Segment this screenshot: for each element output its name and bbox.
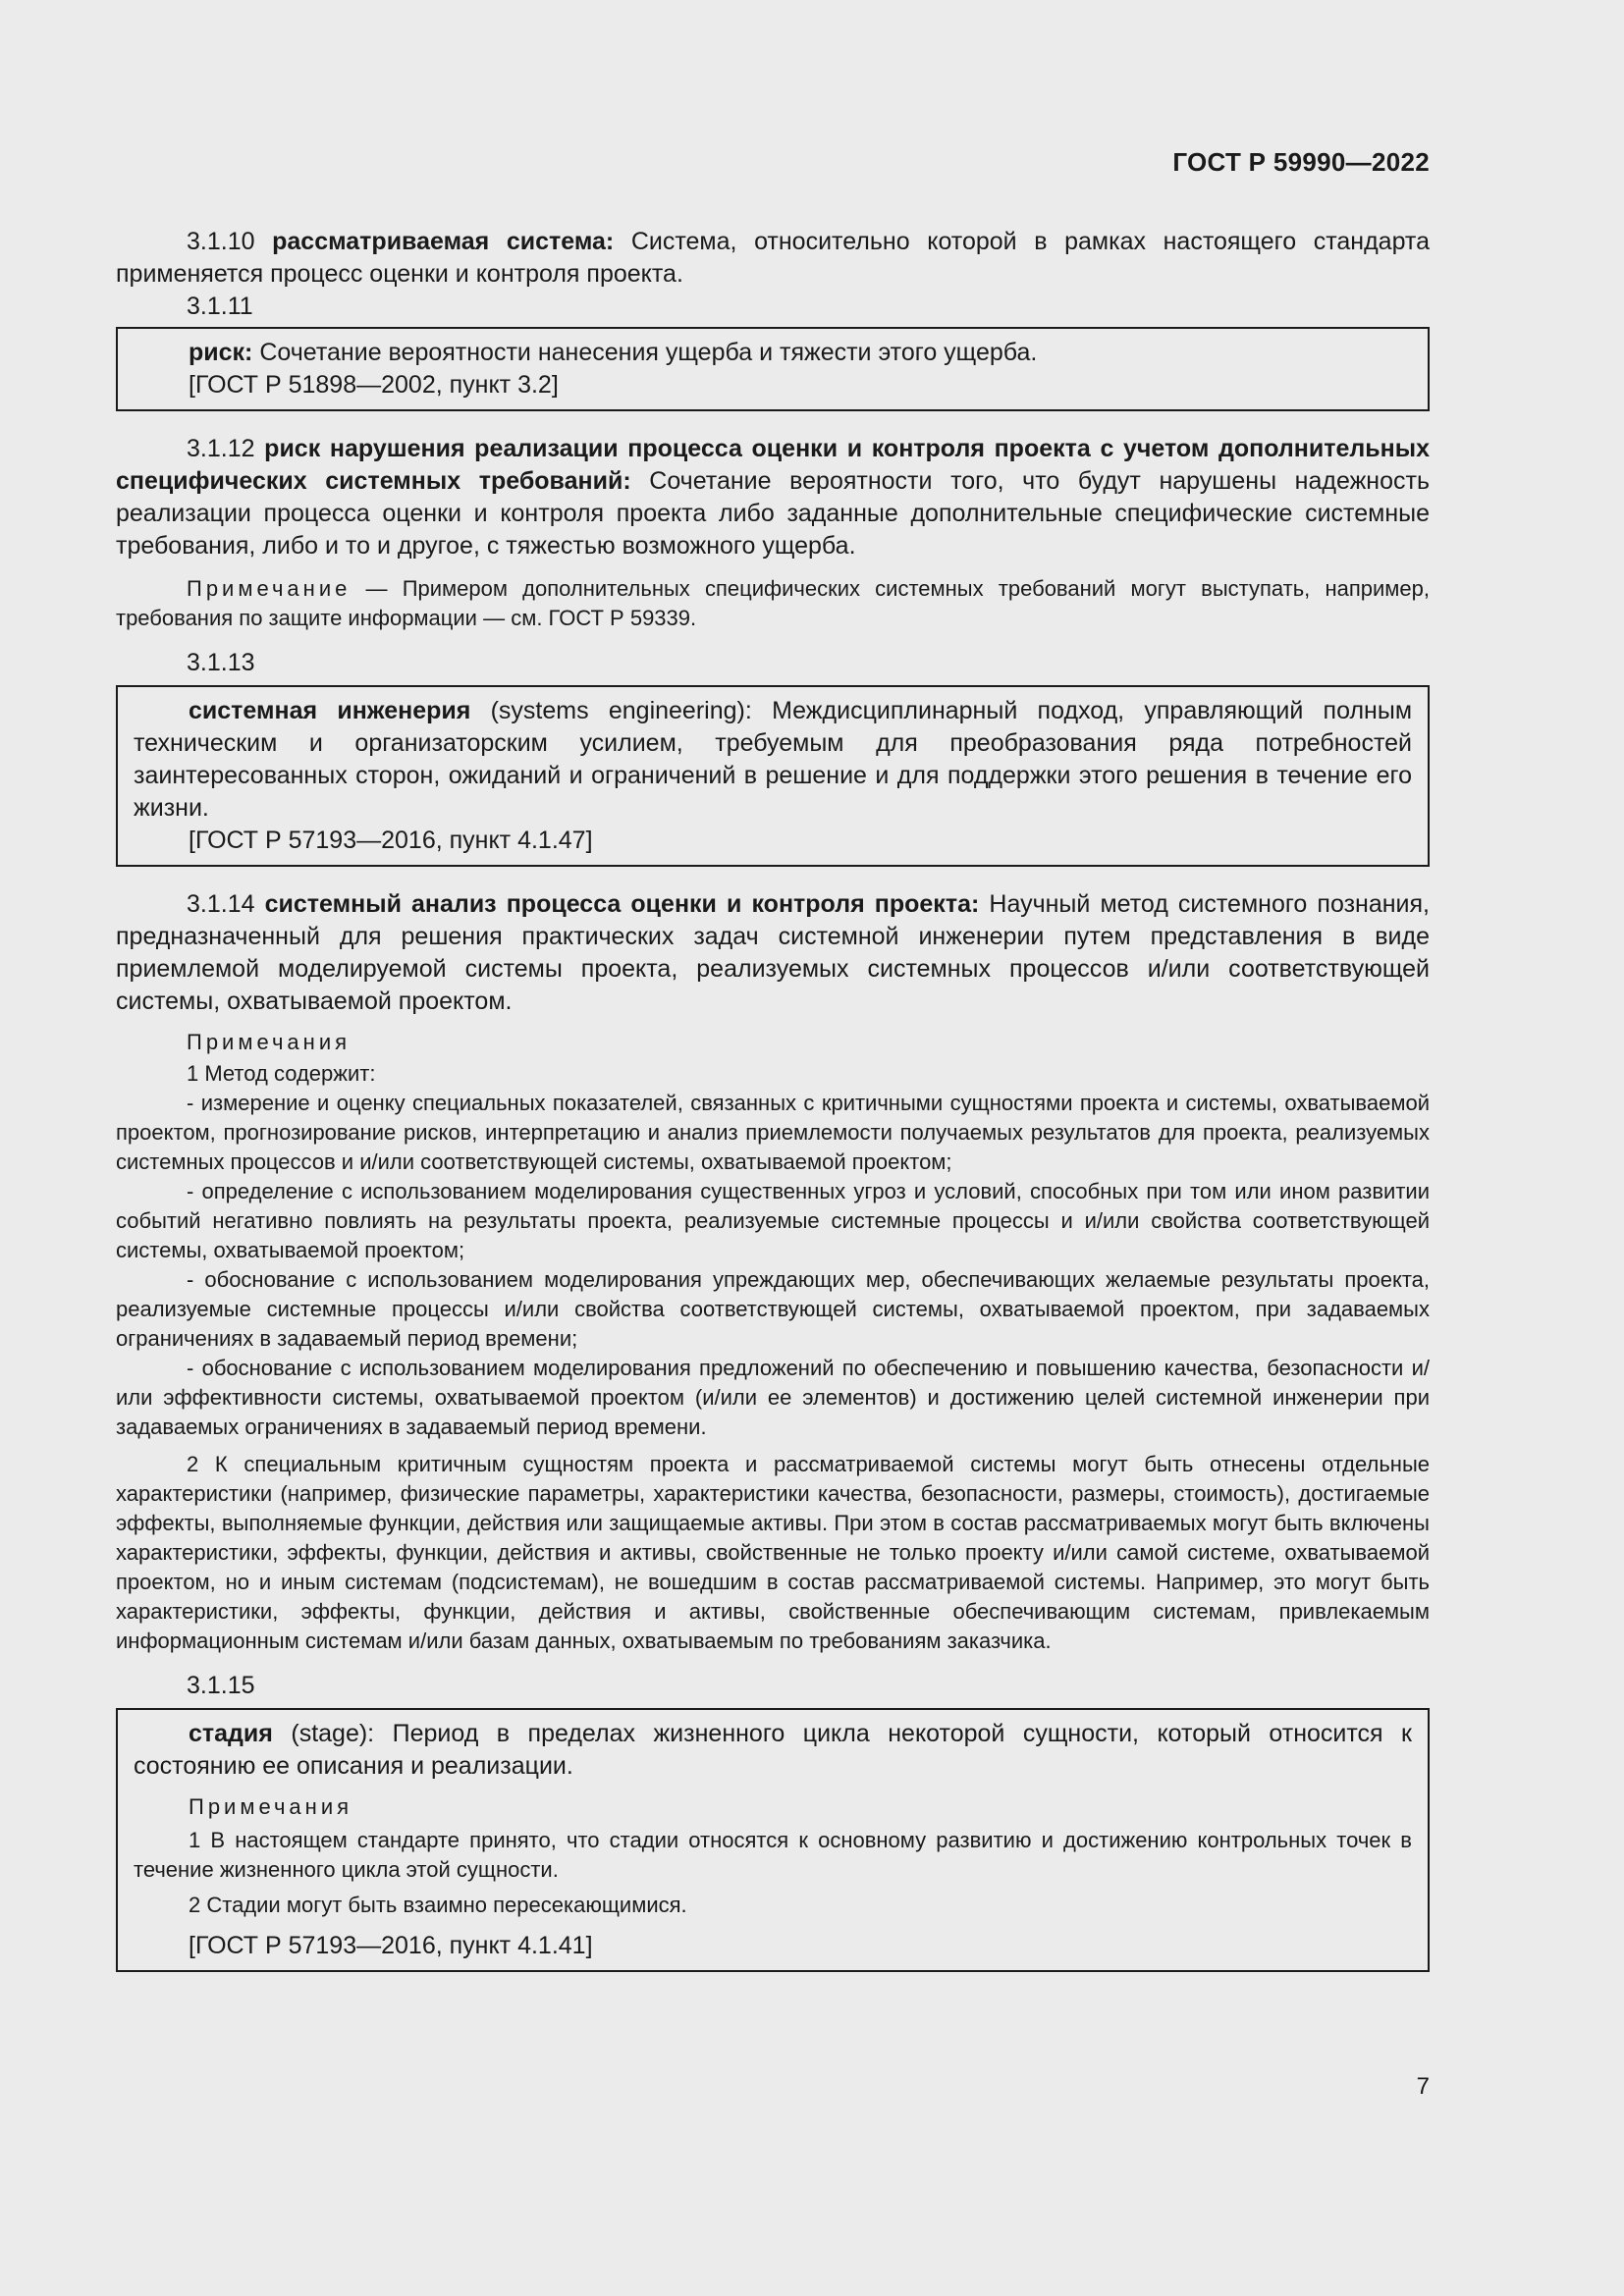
term-english: (systems engineering): xyxy=(490,697,752,724)
definition-3-1-10 xyxy=(116,226,1430,291)
term: системная инженерия xyxy=(189,697,471,724)
definition-text: Система, относительно которой в рамках настоящего стандарта применяется процесс оценки и контроля проекта. xyxy=(116,228,1430,288)
source-reference: [ГОСТ Р 57193—2016, пункт 4.1.47] xyxy=(189,827,593,854)
note-label: Примечание xyxy=(187,576,352,601)
note-2: 2 Стадии могут быть взаимно пересекающимися. xyxy=(189,1893,687,1917)
note-1-bullet: - определение с использованием моделирования существенных угроз и условий, способных при том или ином развитии событий негативно повлиять на результаты проекта, реализуемые системные процессы и и/или свойства соответствующей системы, охватываемой проектом; xyxy=(116,1179,1430,1262)
definition-3-1-12 xyxy=(116,433,1430,562)
note-1: 1 Метод содержит: xyxy=(187,1061,376,1086)
page-number: 7 xyxy=(1416,2073,1430,2100)
term: риск: xyxy=(189,339,253,366)
note-1: 1 В настоящем стандарте принято, что стадии относятся к основному развитию и достижению контрольных точек в течение жизненного цикла этой сущности. xyxy=(134,1828,1412,1882)
definition-text: Научный метод системного познания, предназначенный для решения практических задач системной инженерии путем представления в виде приемлемой моделируемой системы проекта, реализуемых системных процессов и/или соответствующей системы, охватываемой проектом. xyxy=(116,890,1431,1015)
term: системный анализ процесса оценки и контроля проекта: xyxy=(264,890,980,918)
term: стадия xyxy=(189,1720,273,1747)
notes-label: Примечания xyxy=(187,1030,352,1054)
note-1-bullet: - обоснование с использованием моделирования упреждающих мер, обеспечивающих желаемые результаты проекта, реализуемые системные процессы и/или свойства соответствующей системы, охватываемой проектом, при задаваемых ограничениях в задаваемый период времени; xyxy=(116,1267,1430,1351)
definition-box-3-1-15 xyxy=(116,1708,1430,1972)
term-english: (stage): xyxy=(291,1720,375,1747)
note-1-bullet: - обоснование с использованием моделирования предложений по обеспечению и повышению качества, безопасности и/или эффективности системы, охватываемой проектом (и/или ее элементов) и достижению целей системной инженерии при задаваемых ограничениях в задаваемый период времени. xyxy=(116,1356,1430,1439)
source-reference: [ГОСТ Р 57193—2016, пункт 4.1.41] xyxy=(189,1932,593,1959)
definition-3-1-14 xyxy=(116,888,1430,1018)
definition-box-3-1-13 xyxy=(116,685,1430,867)
note-2: 2 К специальным критичным сущностям проекта и рассматриваемой системы могут быть отнесены отдельные характеристики (например, физические параметры, характеристики качества, безопасности, размеры, стоимость), достигаемые эффекты, выполняемые функции, действия или защищаемые активы. При этом в состав рассматриваемых могут быть включены характеристики, эффекты, функции, действия и активы, свойственные не только проекту и/или самой системе, охватываемой проектом, но и иным системам (подсистемам), не вошедшим в состав рассматриваемой системы. Например, это могут быть характеристики, эффекты, функции, действия и активы, свойственные обеспечивающим системам, привлекаемым информационным системам и/или базам данных, охватываемым по требованиям заказчика. xyxy=(116,1452,1430,1653)
definition-text: Междисциплинарный подход, управляющий полным техническим и организаторским усилием, требуемым для преобразования ряда потребностей заинтересованных сторон, ожиданий и ограничений в решение и для поддержки этого решения в течение его жизни. xyxy=(134,697,1413,822)
page-content xyxy=(116,226,1430,1972)
definition-text: Период в пределах жизненного цикла некоторой сущности, который относится к состоянию ее описания и реализации. xyxy=(134,1720,1412,1780)
note-1-bullet: - измерение и оценку специальных показателей, связанных с критичными сущностями проекта и системы, охватываемой проектом, прогнозирование рисков, интерпретацию и анализ приемлемости получаемых результатов для проекта, реализуемых системных процессов и и/или соответствующей системы, охватываемой проектом; xyxy=(116,1091,1430,1174)
clause-number: 3.1.12 xyxy=(187,435,255,462)
notes-label: Примечания xyxy=(189,1794,353,1819)
note-3-1-12 xyxy=(116,574,1430,633)
definition-text: Сочетание вероятности того, что будут нарушены надежность реализации процесса оценки и контроля проекта либо заданные дополнительные специфические системные требования, либо и то и другое, с тяжестью возможного ущерба. xyxy=(116,467,1430,560)
definition-box-3-1-11 xyxy=(116,327,1430,411)
note-text: — Примером дополнительных специфических системных требований могут выступать, например, требования по защите информации — см. ГОСТ Р 59339. xyxy=(116,576,1430,630)
clause-number-3-1-15: 3.1.15 xyxy=(187,1672,255,1699)
clause-number-3-1-13: 3.1.13 xyxy=(187,649,255,676)
clause-number: 3.1.10 xyxy=(187,228,255,255)
clause-number-3-1-11: 3.1.11 xyxy=(187,293,253,320)
term: рассматриваемая система: xyxy=(272,228,615,255)
standard-code: ГОСТ Р 59990—2022 xyxy=(1172,147,1430,177)
definition-text: Сочетание вероятности нанесения ущерба и тяжести этого ущерба. xyxy=(259,339,1038,366)
term: риск нарушения реализации процесса оценки и контроля проекта с учетом дополнительных специфических системных требований: xyxy=(116,435,1430,495)
clause-number: 3.1.14 xyxy=(187,890,255,918)
source-reference: [ГОСТ Р 51898—2002, пункт 3.2] xyxy=(189,371,559,399)
